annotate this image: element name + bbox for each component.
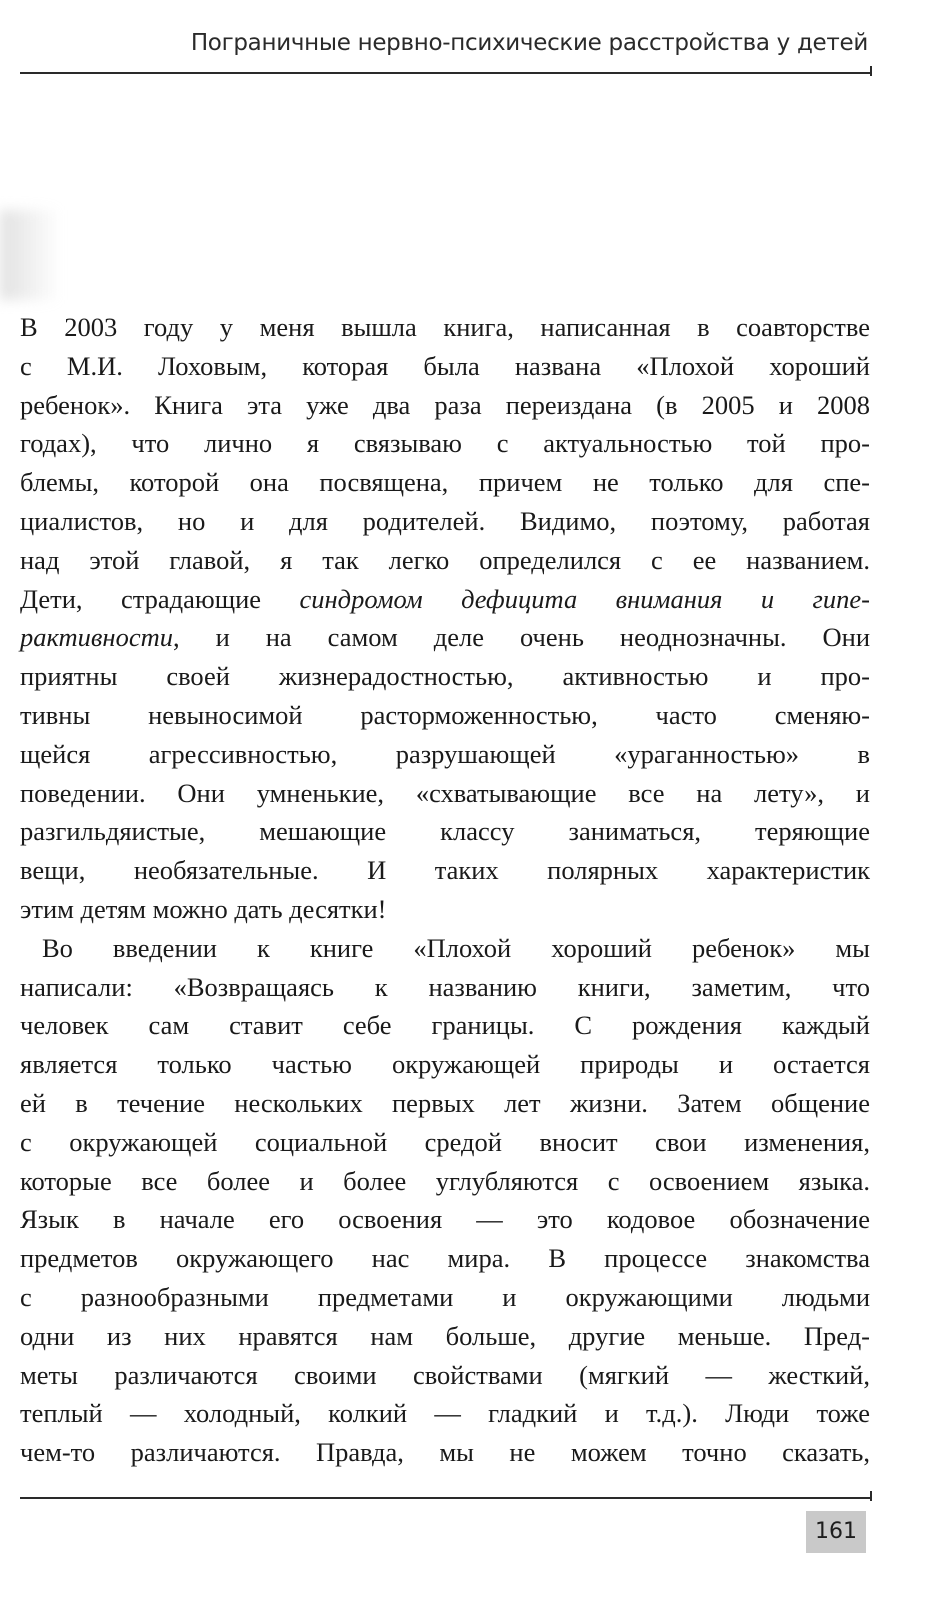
text-line: приятны своей жизнерадостностью, активностью и про-: [20, 661, 870, 692]
text-line-with-italic: [20, 618, 870, 657]
text-line: которые все более и более углубляются с освоением языка.: [20, 1165, 870, 1196]
scan-artifact: [0, 210, 60, 300]
text-line: разгильдяистые, мешающие классу заниматься, теряющие: [20, 816, 870, 847]
body-text: [20, 308, 870, 1472]
text-line: над этой главой, я так легко определился с ее названием.: [20, 544, 870, 575]
text-line: с окружающей социальной средой вносит свои изменения,: [20, 1126, 870, 1157]
page-number: 161: [806, 1511, 866, 1553]
header-rule-tick: [870, 66, 872, 76]
text-line: блемы, которой она посвящена, причем не только для спе-: [20, 467, 870, 498]
text-line: Во введении к книге «Плохой хороший ребенок» мы: [42, 932, 870, 963]
text-line: одни из них нравятся нам больше, другие меньше. Пред-: [20, 1320, 870, 1351]
text-line-with-italic: [20, 580, 870, 619]
italic-term: синдромом дефицита внимания и гипе-: [299, 583, 870, 614]
text-line: годах), что лично я связываю с актуальностью той про-: [20, 428, 870, 459]
text-line: поведении. Они умненькие, «схватывающие все на лету», и: [20, 777, 870, 808]
text-line: тивны невыносимой расторможенностью, часто сменяю-: [20, 699, 870, 730]
text-line: щейся агрессивностью, разрушающей «ураганностью» в: [20, 738, 870, 769]
text-line: теплый — холодный, колкий — гладкий и т.д.). Люди тоже: [20, 1398, 870, 1429]
footer-rule-tick: [870, 1491, 872, 1501]
footer-rule: [20, 1497, 872, 1499]
text-line: чем-то различаются. Правда, мы не можем точно сказать,: [20, 1437, 870, 1468]
header-rule: [20, 72, 872, 74]
text-line: с разнообразными предметами и окружающими людьми: [20, 1281, 870, 1312]
text-line: этим детям можно дать десятки!: [20, 893, 387, 924]
text-line: меты различаются своими свойствами (мягкий — жесткий,: [20, 1359, 870, 1390]
text-line: Язык в начале его освоения — это кодовое обозначение: [20, 1204, 870, 1235]
text-line: циалистов, но и для родителей. Видимо, поэтому, работая: [20, 505, 870, 536]
text-segment: Дети, страдающие: [20, 583, 300, 614]
text-line: человек сам ставит себе границы. С рождения каждый: [20, 1010, 870, 1041]
text-line: предметов окружающего нас мира. В процессе знакомства: [20, 1243, 870, 1274]
italic-term: рактивности: [20, 622, 173, 653]
running-head-title: Пограничные нервно-психические расстройства у детей: [190, 30, 868, 56]
text-line: вещи, необязательные. И таких полярных характеристик: [20, 855, 870, 886]
text-line: ей в течение нескольких первых лет жизни. Затем общение: [20, 1087, 870, 1118]
text-line: В 2003 году у меня вышла книга, написанная в соавторстве: [20, 312, 870, 342]
text-line: является только частью окружающей природы и остается: [20, 1049, 870, 1080]
text-segment: , и на самом деле очень неоднозначны. Они: [172, 622, 870, 653]
text-line: написали: «Возвращаясь к названию книги, заметим, что: [20, 971, 870, 1002]
text-line: ребенок». Книга эта уже два раза переиздана (в 2005 и 2008: [20, 389, 870, 420]
text-line: с М.И. Лоховым, которая была названа «Плохой хороший: [20, 350, 870, 381]
